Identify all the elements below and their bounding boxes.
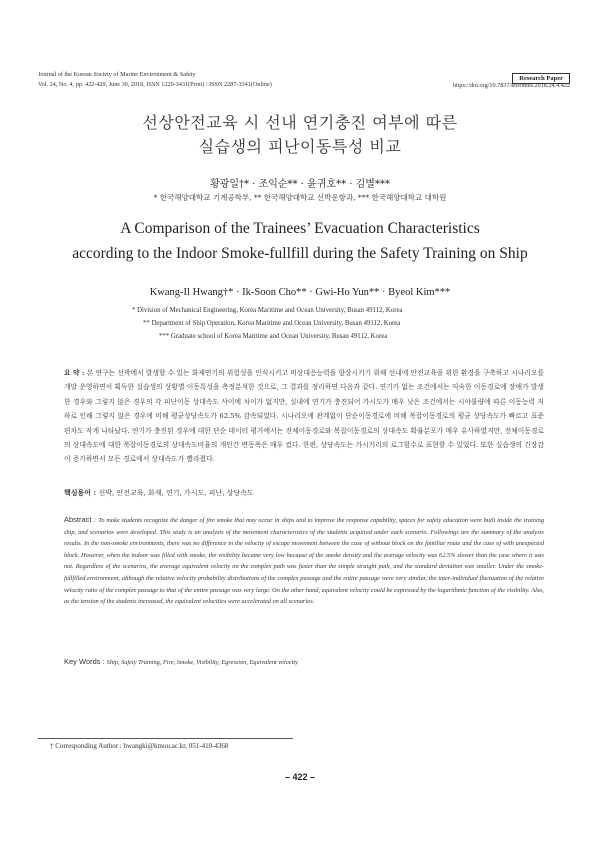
title-english-line-1: A Comparison of the Trainees’ Evacuation Characteristics — [120, 220, 480, 237]
authors-korean: 황광일†* · 조익순** · 윤귀호** · 김별*** — [210, 179, 390, 190]
affiliation-1: * Division of Mechanical Engineering, Korea Maritime and Ocean University, Busan 49112, Korea — [132, 307, 403, 314]
title-korean-line-1: 선상안전교육 시 선내 연기충진 여부에 따른 — [142, 113, 458, 132]
doi-link[interactable]: https://doi.org/10.7837/kosomes.2018.24.4.422 — [452, 82, 570, 89]
keywords-korean-text: 선박, 안전교육, 화재, 연기, 가시도, 피난, 상당속도 — [98, 489, 254, 497]
journal-volume-issn: Vol. 24, No. 4, pp. 422-429, June 30, 2018, ISSN 1229-3431(Print) / ISSN 2287-3341(Online) — [38, 81, 272, 88]
article-type-badge: Research Paper — [512, 73, 570, 84]
affiliation-3: *** Graduate school of Korea Maritime and Ocean University, Busan 49112, Korea — [159, 333, 388, 340]
journal-info — [38, 70, 272, 90]
abstract-english-text: To make students recognize the danger of fire smoke that may occur in ships and to improve the response capability, spaces for safety education were built inside the training ship, and scenarios were developed. This study is an analysis of the movement characteristics of the students acquired under each scenario. Followings are the summary of the analysis results. In the non-smoke environments, there was no difference in the velocity of escape movement between the case of without block on the familiar route and the case of with unexpected block. However, when the indoor was filled with smoke, the visibility became very low because of the smoke density and the average velocity was 62.5% slower than the case where it was not. Regardless of the scenarios, the average equivalent velocity on the complex path was faster than the simple straight path, and the standard deviation was smaller. Under the smoke-fullfilled environment, although the relative velocity probability distributions of the complex passage and the entire passage were very similar, the inter-individual fluctuation of the relative velocity ratio of the complex passage to that of the entire passage was very large. On the other hand, equivalent velocity could be expressed by the logarithmic function of the visibility. Also, as the tension of the students increased, the equivalent velocities were accelerated on all scenarios. — [64, 517, 544, 606]
abstract-english — [64, 514, 544, 608]
corresponding-author-footnote: † Corresponding Author : hwangki@kmou.ac.kr, 051-410-4368 — [50, 742, 229, 750]
abstract-korean — [64, 366, 544, 467]
keywords-korean-label: 핵심용어 : — [64, 488, 99, 497]
title-korean-line-2: 실습생의 피난이동특성 비교 — [198, 137, 402, 156]
title-english-line-2: according to the Indoor Smoke-fullfill during the Safety Training on Ship — [72, 245, 528, 262]
keywords-english — [64, 657, 298, 666]
affiliation-2: ** Department of Ship Operation, Korea Maritime and Ocean University, Busan 49112, Korea — [143, 320, 401, 327]
page-number: – 422 – — [284, 772, 316, 782]
keywords-english-label: Key Words : — [64, 657, 107, 666]
journal-name: Journal of the Korean Society of Marine Environment & Safety — [38, 71, 196, 78]
affiliations-korean: * 한국해양대학교 기계공학부, ** 한국해양대학교 선박운항과, *** 한국해양대학교 대학원 — [153, 193, 447, 202]
abstract-english-label: Abstract : — [64, 515, 99, 524]
authors-english: Kwang-Il Hwang†* · Ik-Soon Cho** · Gwi-Ho Yun** · Byeol Kim*** — [149, 287, 451, 298]
footnote-divider — [38, 738, 293, 739]
abstract-korean-label: 요 약 : — [64, 369, 87, 377]
abstract-korean-text: 본 연구는 선박에서 발생할 수 있는 화재연기의 위험성을 인식시키고 비상대응능력을 향상시키기 위해 선내에 안전교육을 위한 환경을 구축하고 시나리오를 개발 운영하면서 획득한 실습생의 상황별 이동특성을 측정분석한 것으로, 그 결과를 정리하면 다음과 같다. 연기가 없는 조건에서는 익숙한 이동경로에 장애가 발생한 경우와 그렇지 않은 경우의 각 피난이동 상대속도 사이에 차이가 없지만, 실내에 연기가 충진되어 가시도가 매우 낮은 조건에서는 시야불량에 따른 이동능력 저하로 인해 그렇지 않은 경우에 비해 평균상당속도가 62.5% 감속되었다. 시나리오에 관계없이 단순이동경로에 비해 복잡이동경로의 평균 상당속도가 빠르고 표준편차도 작게 나타났다. 연기가 충진된 경우에 대한 단순 데이터 평가에서는 전체이동경로와 복잡이동경로의 상대속도 확률분포가 매우 유사하였지만, 전체이동경로의 상대속도에 대한 복잡이동경로의 상대속도비율의 개인간 변동폭은 매우 컸다. 한편, 상당속도는 가시거리의 로그함수로 표현할 수 있었다. 또한 실습생의 긴장감이 증가하면서 모든 경로에서 상대속도가 빨라졌다. — [64, 369, 544, 464]
keywords-english-text: Ship, Safety Training, Fire, Smoke, Visibility, Egression, Equivalent velocity — [106, 659, 298, 666]
keywords-korean — [64, 488, 254, 498]
